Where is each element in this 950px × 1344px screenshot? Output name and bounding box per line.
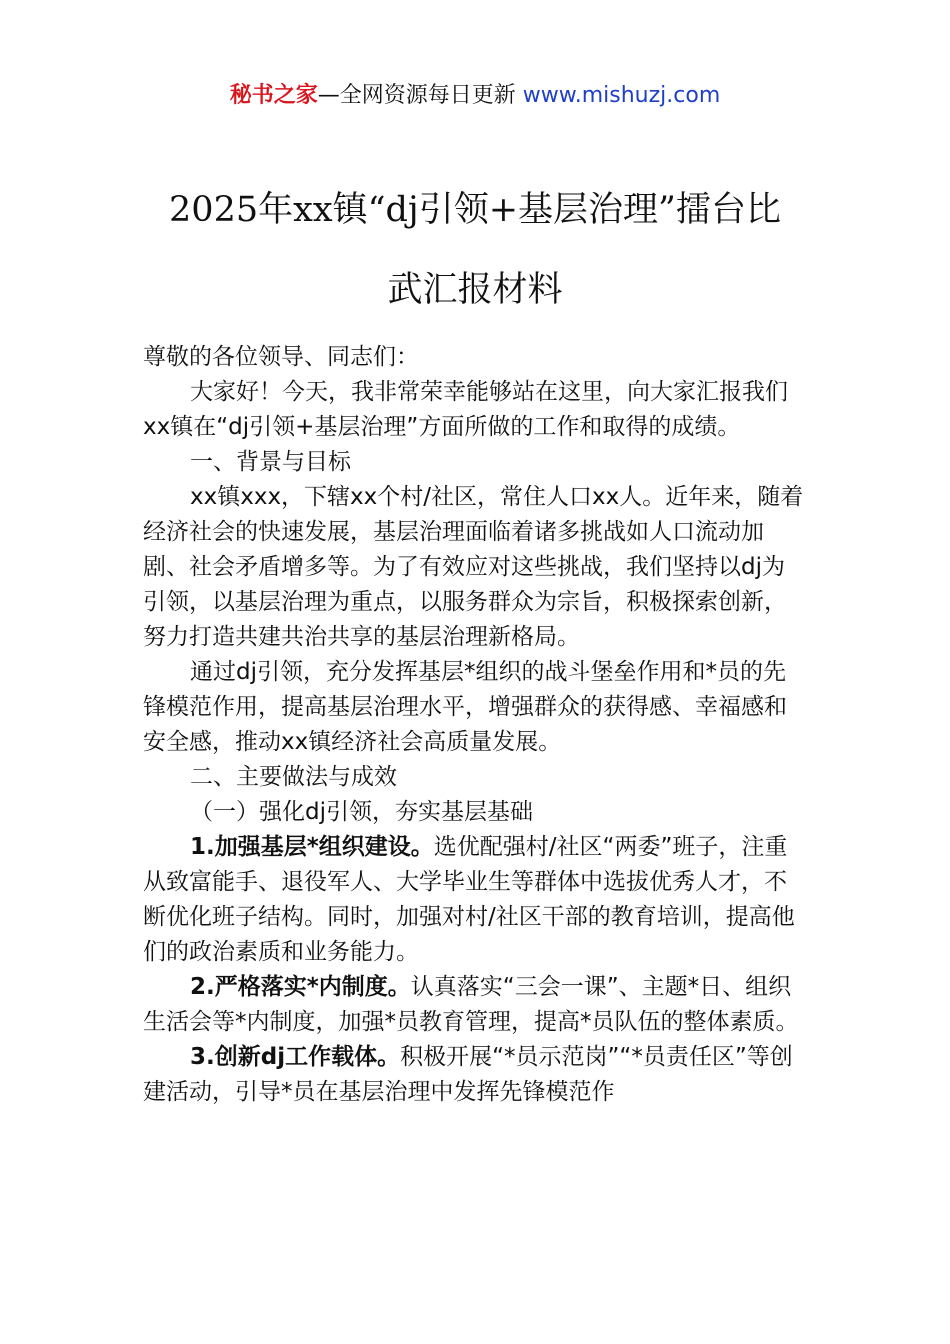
item-2-paragraph <box>143 970 807 1040</box>
intro-paragraph: 大家好！今天，我非常荣幸能够站在这里，向大家汇报我们xx镇在“dj引领+基层治理”方面所做的工作和取得的成绩。 <box>143 379 788 440</box>
item-3-paragraph <box>143 1040 807 1110</box>
item-1-text: 选优配强村/社区“两委”班子，注重从致富能手、退役军人、大学毕业生等群体中选拔优秀人才，不断优化班子结构。同时，加强对村/社区干部的教育培训，提高他们的政治素质和业务能力。 <box>143 834 795 965</box>
item-1-paragraph <box>143 830 807 970</box>
item-3-text: 积极开展“*员示范岗”“*员责任区”等创建活动，引导*员在基层治理中发挥先锋模范作 <box>143 1044 793 1105</box>
section-1-paragraph-2: 通过dj引领，充分发挥基层*组织的战斗堡垒作用和*员的先锋模范作用，提高基层治理水平，增强群众的获得感、幸福感和安全感，推动xx镇经济社会高质量发展。 <box>143 659 787 755</box>
document-title <box>100 170 850 330</box>
site-header <box>0 80 950 112</box>
document-body <box>143 340 807 1110</box>
section-1-paragraph-1: xx镇xxx，下辖xx个村/社区，常住人口xx人。近年来，随着经济社会的快速发展，基层治理面临着诸多挑战如人口流动加剧、社会矛盾增多等。为了有效应对这些挑战，我们坚持以dj为引领，以基层治理为重点，以服务群众为宗旨，积极探索创新，努力打造共建共治共享的基层治理新格局。 <box>143 484 804 650</box>
site-url-link[interactable]: www.mishuzj.com <box>522 83 721 108</box>
item-2-text: 认真落实“三会一课”、主题*日、组织生活会等*内制度，加强*员教育管理，提高*员队伍的整体素质。 <box>143 974 799 1035</box>
title-line-1: 2025年xx镇“dj引领+基层治理”擂台比 <box>169 190 781 230</box>
item-1-lead: 1.加强基层*组织建设。 <box>190 834 434 860</box>
section-2-heading: 二、主要做法与成效 <box>190 764 397 790</box>
title-line-2: 武汇报材料 <box>387 270 563 310</box>
item-3-lead: 3.创新dj工作载体。 <box>190 1044 401 1070</box>
subsection-1-heading: （一）强化dj引领，夯实基层基础 <box>190 799 533 825</box>
item-2-lead: 2.严格落实*内制度。 <box>190 974 411 1000</box>
site-tagline: —全网资源每日更新 <box>317 83 516 108</box>
section-1-heading: 一、背景与目标 <box>190 449 351 475</box>
salutation: 尊敬的各位领导、同志们： <box>143 344 419 370</box>
site-brand: 秘书之家 <box>229 83 318 108</box>
